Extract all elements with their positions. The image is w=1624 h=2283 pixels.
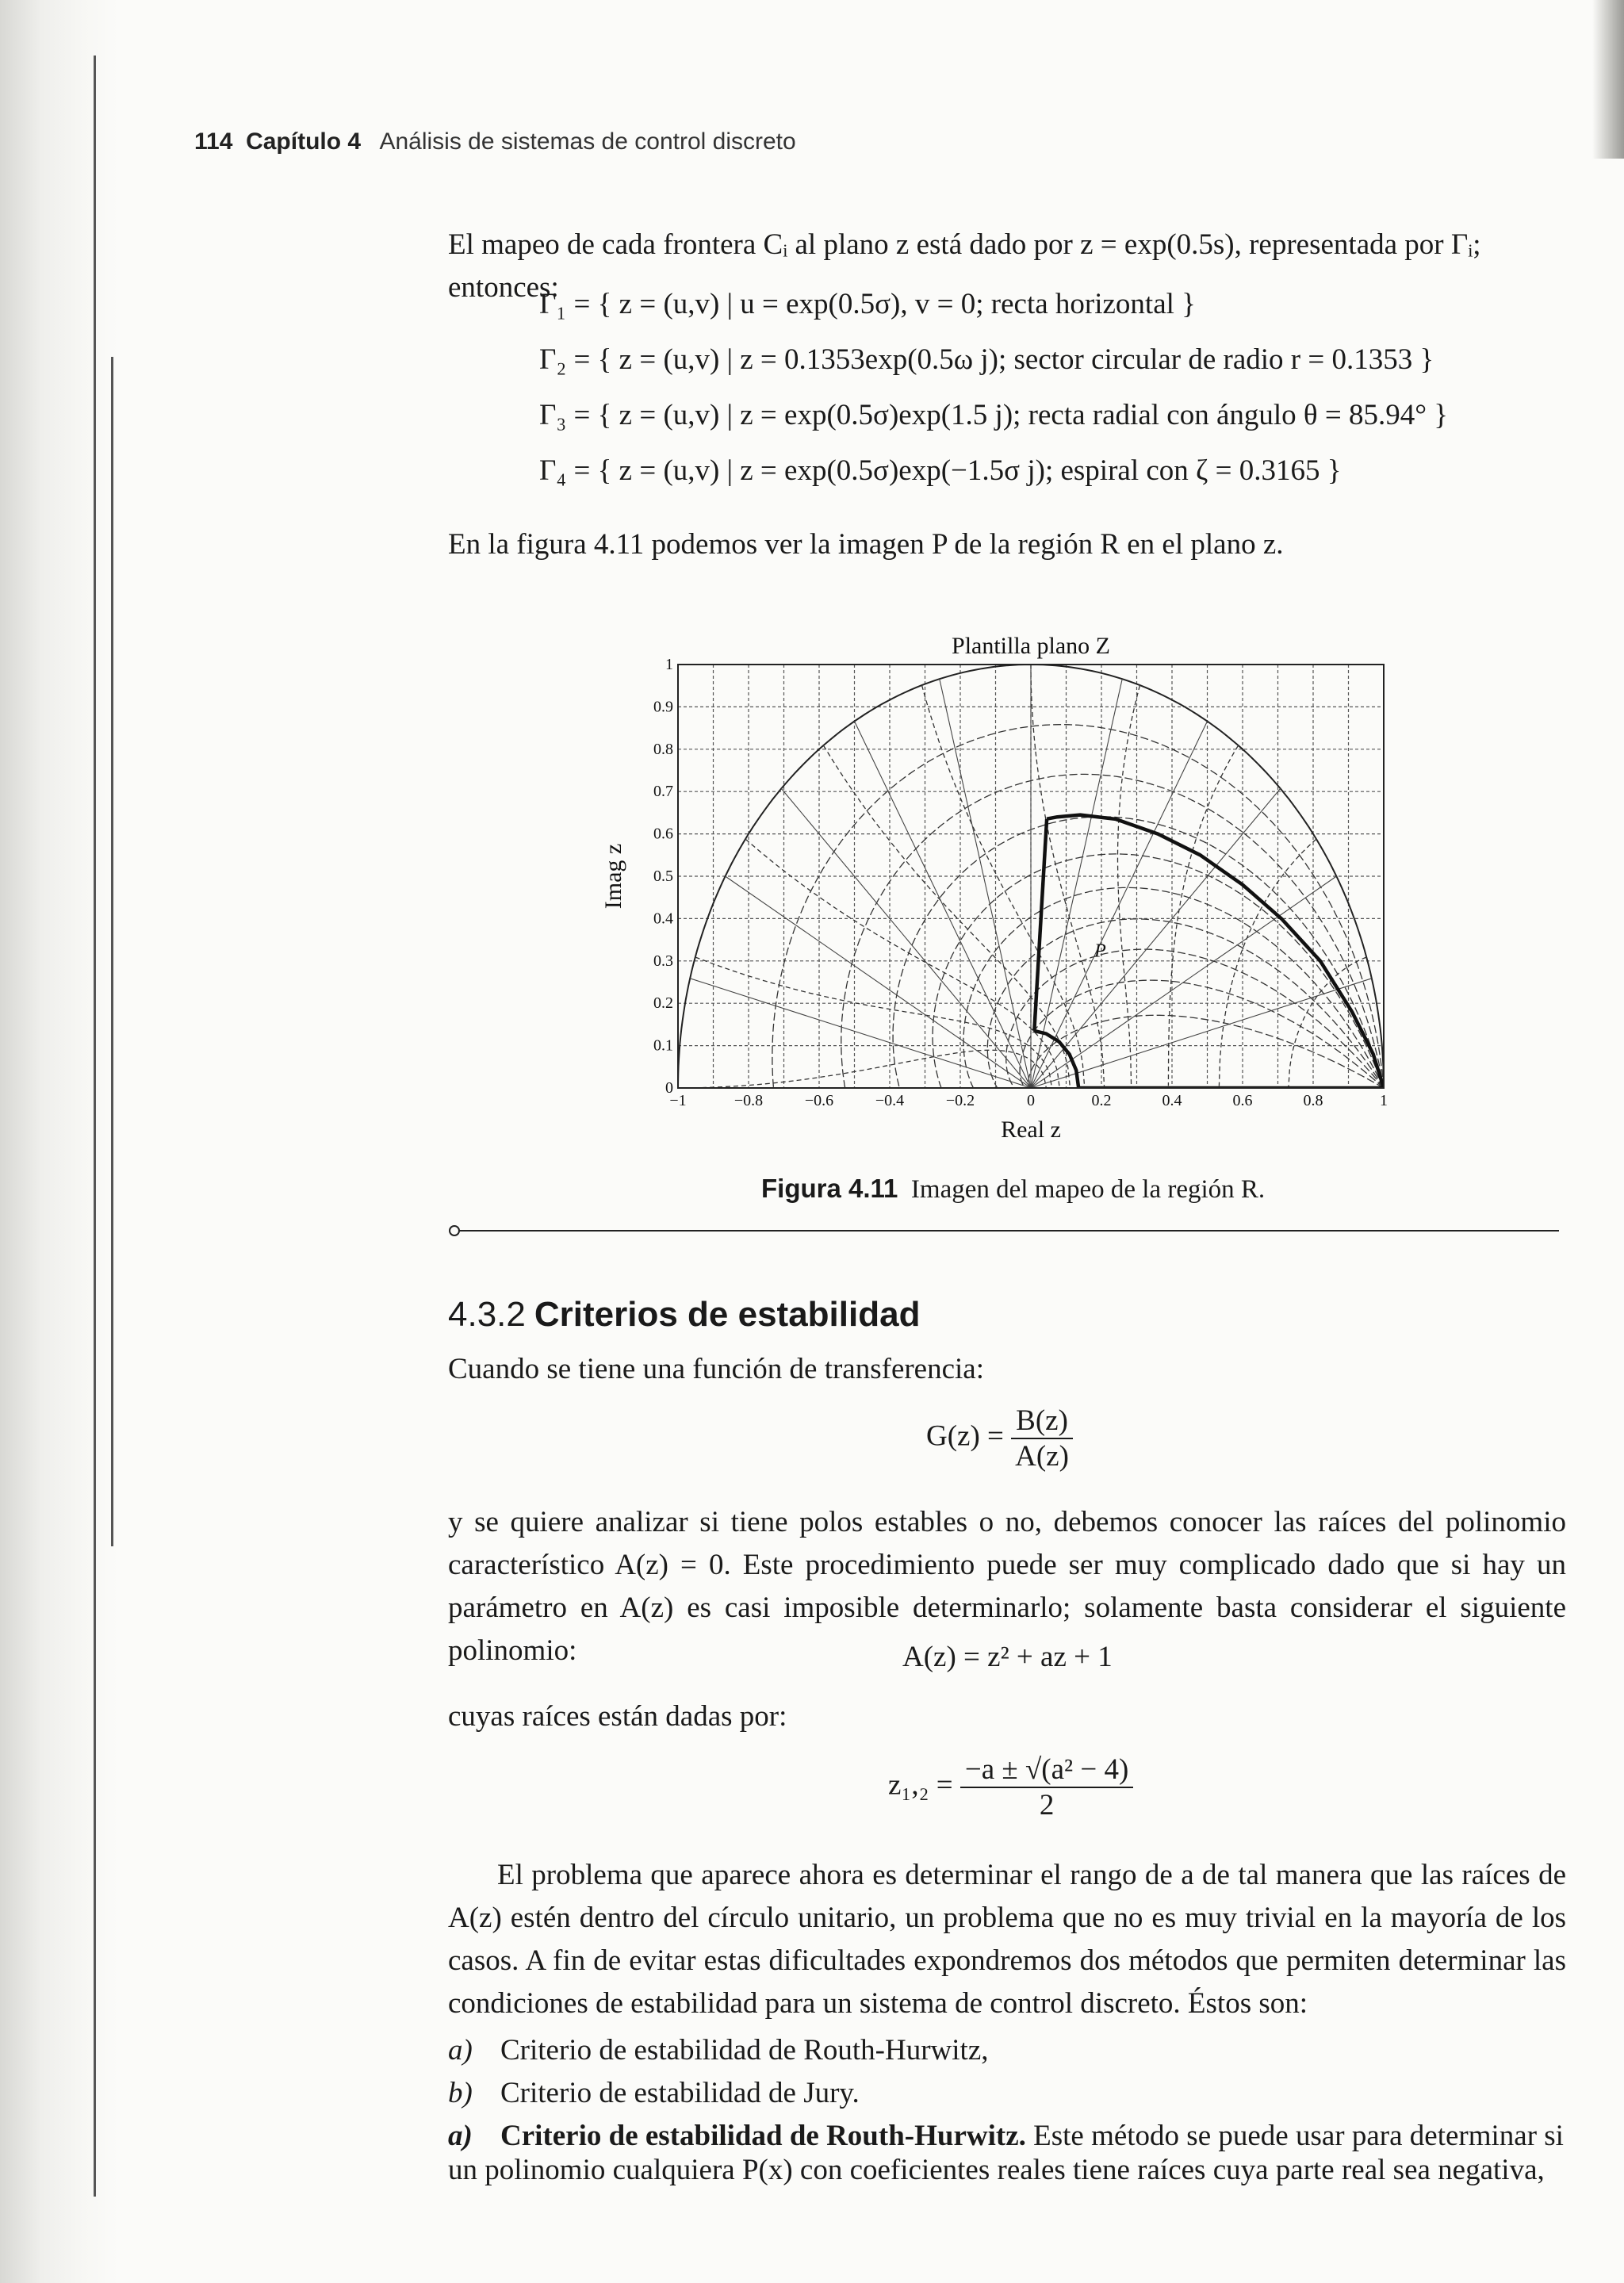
paragraph-characteristic-poly: y se quiere analizar si tiene polos estables o no, debemos conocer las raíces del polinomio característico A(z) = 0. Este procedimiento puede ser muy complicado dado que si hay un parámetro en A(z) es casi imposible determinarlo; solamente basta considerar el siguiente polinomio: (448, 1506, 1566, 1667)
radial-line (781, 788, 1031, 1088)
y-tick-label: 0.2 (653, 994, 673, 1013)
constant-damping-curve (772, 725, 1384, 1088)
constant-damping-curve (1028, 1015, 1384, 1088)
list-marker: a) (448, 2120, 473, 2152)
section-number: 4.3.2 (448, 1295, 526, 1334)
radial-line (855, 722, 1032, 1089)
x-tick-label: 1 (1380, 1092, 1388, 1109)
chart-title: Plantilla plano Z (952, 633, 1110, 659)
y-tick-label: 0.5 (653, 868, 673, 885)
scan-binding-shadow (0, 0, 119, 2283)
x-tick-label: 0.6 (1232, 1092, 1253, 1109)
list-marker: a) (448, 2034, 473, 2067)
template-curves (678, 665, 1384, 1088)
routh-hurwitz-text: Este método se puede usar para determinar si un polinomio cualquiera P(x) con coeficientes reales tiene raíces cuya parte real sea negativa, (448, 2120, 1564, 2186)
constant-frequency-curve (1031, 665, 1105, 1086)
y-tick-label: 0.7 (653, 783, 673, 801)
section-title: Criterios de estabilidad (534, 1295, 921, 1334)
list-item (448, 2033, 989, 2067)
equation-G-lhs: G(z) = (926, 1419, 1004, 1453)
constant-frequency-curve (1219, 839, 1316, 1086)
x-tick-label: −0.8 (733, 1092, 764, 1109)
list-text: Criterio de estabilidad de Jury. (500, 2077, 860, 2109)
gamma-1-equation: Γ₁ = { z = (u,v) | u = exp(0.5σ), v = 0; recta horizontal } (539, 288, 1196, 320)
figure-caption-text: Imagen del mapeo de la región R. (910, 1175, 1266, 1204)
x-tick-label: −0.6 (804, 1092, 834, 1109)
region-boundary-series (1034, 819, 1047, 1031)
section-heading (448, 1294, 920, 1335)
constant-damping-curve (893, 817, 1384, 1088)
x-axis-label: Real z (1001, 1117, 1061, 1143)
equation-A: A(z) = z² + az + 1 (902, 1641, 1113, 1673)
y-axis-label: Imag z (600, 843, 626, 910)
radial-line (1031, 679, 1122, 1088)
figure-label: Figura 4.11 (761, 1174, 898, 1203)
constant-damping-curve (1020, 980, 1384, 1088)
scan-corner-shadow (1592, 0, 1624, 159)
equation-G (926, 1404, 1073, 1473)
x-tick-label: 0.4 (1162, 1092, 1182, 1109)
figure-caption (761, 1174, 1265, 1205)
equation-roots-denominator: 2 (1039, 1789, 1055, 1821)
y-tick-label: 1 (665, 656, 673, 673)
region-boundary-series (1034, 1031, 1078, 1088)
list-text: Criterio de estabilidad de Routh-Hurwitz, (500, 2034, 989, 2067)
equation-roots (888, 1752, 1133, 1822)
constant-damping-curve (963, 887, 1384, 1088)
running-header (194, 128, 796, 155)
x-tick-label: −0.4 (875, 1092, 905, 1109)
equation-roots-lhs: z₁,₂ = (888, 1768, 953, 1802)
y-tick-label: 0.6 (653, 825, 673, 843)
region-boundary-series (1047, 815, 1384, 1088)
radial-line (1031, 788, 1281, 1088)
gamma-2-equation: Γ₂ = { z = (u,v) | z = 0.1353exp(0.5ω j); sector circular de radio r = 0.1353 } (539, 343, 1434, 376)
figure-intro-paragraph: En la figura 4.11 podemos ver la imagen P de la región R en el plano z. (448, 528, 1284, 561)
constant-frequency-curve (922, 685, 1085, 1086)
y-tick-label: 0 (665, 1079, 673, 1097)
list-item (448, 2076, 860, 2110)
x-tick-label: −0.2 (945, 1092, 975, 1109)
equation-roots-fraction (960, 1752, 1133, 1822)
x-tick-label: 0.8 (1303, 1092, 1323, 1109)
region-label: P (1094, 940, 1106, 962)
binding-edge-line (111, 357, 113, 1546)
constant-damping-curve (987, 919, 1384, 1088)
equation-roots-numerator: −a ± √(a² − 4) (960, 1752, 1133, 1788)
radial-line (1031, 876, 1336, 1088)
equation-G-numerator: B(z) (1011, 1404, 1073, 1439)
equation-G-denominator: A(z) (1015, 1440, 1069, 1473)
chapter-label: Capítulo 4 (246, 128, 362, 155)
gamma-4-equation: Γ₄ = { z = (u,v) | z = exp(0.5σ)exp(−1.5σ j); espiral con ζ = 0.3165 } (539, 454, 1342, 487)
radial-line (726, 876, 1031, 1088)
y-tick-label: 0.8 (653, 740, 673, 758)
constant-frequency-curve (695, 957, 1052, 1087)
y-tick-label: 0.1 (653, 1036, 673, 1055)
constant-frequency-curve (1118, 685, 1140, 1086)
radial-line (690, 979, 1031, 1088)
constant-frequency-curve (1289, 957, 1366, 1086)
routh-hurwitz-heading: Criterio de estabilidad de Routh-Hurwitz. (500, 2120, 1026, 2152)
list-marker: b) (448, 2077, 473, 2109)
divider-dot (449, 1225, 460, 1236)
gamma-3-equation: Γ₃ = { z = (u,v) | z = exp(0.5σ)exp(1.5 j); recta radial con ángulo θ = 85.94° } (539, 399, 1449, 431)
paragraph-stability-problem: El problema que aparece ahora es determinar el rango de a de tal manera que las raíces de A(z) estén dentro del círculo unitario, un problema que no es muy trivial en la mayoría de los casos. A fin de evitar estas dificultades expondremos dos métodos que permiten determinar las condiciones de estabilidad para un sistema de control discreto. Éstos son: (448, 1859, 1566, 2020)
constant-frequency-curve (745, 839, 1059, 1086)
x-tick-label: 0 (1027, 1092, 1035, 1109)
routh-hurwitz-paragraph (448, 2119, 1566, 2187)
y-tick-label: 0.4 (653, 910, 673, 928)
chapter-title: Análisis de sistemas de control discreto (379, 128, 796, 155)
paragraph-roots-intro: cuyas raíces están dadas por: (448, 1700, 787, 1733)
constant-frequency-curve (823, 745, 1070, 1086)
binding-edge-line (94, 56, 96, 2197)
section-divider (450, 1230, 1559, 1232)
y-tick-label: 0.9 (653, 698, 673, 716)
unit-circle (678, 665, 1384, 1088)
page-number: 114 (194, 128, 233, 155)
x-tick-label: −1 (669, 1092, 687, 1109)
equation-G-fraction (1011, 1404, 1073, 1473)
intro-paragraph: El mapeo de cada frontera Cᵢ al plano z está dado por z = exp(0.5s), representada por Γᵢ; entonces: (448, 228, 1481, 304)
radial-line (1031, 979, 1372, 1088)
constant-damping-curve (933, 854, 1384, 1088)
radial-line (940, 679, 1031, 1088)
y-tick-label: 0.3 (653, 952, 673, 970)
constant-frequency-curve (1168, 745, 1238, 1086)
constant-frequency-curve (678, 1050, 1046, 1088)
radial-line (1031, 722, 1208, 1089)
constant-damping-curve (1006, 949, 1384, 1088)
paragraph-transfer-function: Cuando se tiene una función de transferencia: (448, 1353, 985, 1385)
plot-frame (678, 665, 1384, 1088)
x-tick-label: 0.2 (1091, 1092, 1112, 1109)
constant-damping-curve (841, 774, 1384, 1088)
